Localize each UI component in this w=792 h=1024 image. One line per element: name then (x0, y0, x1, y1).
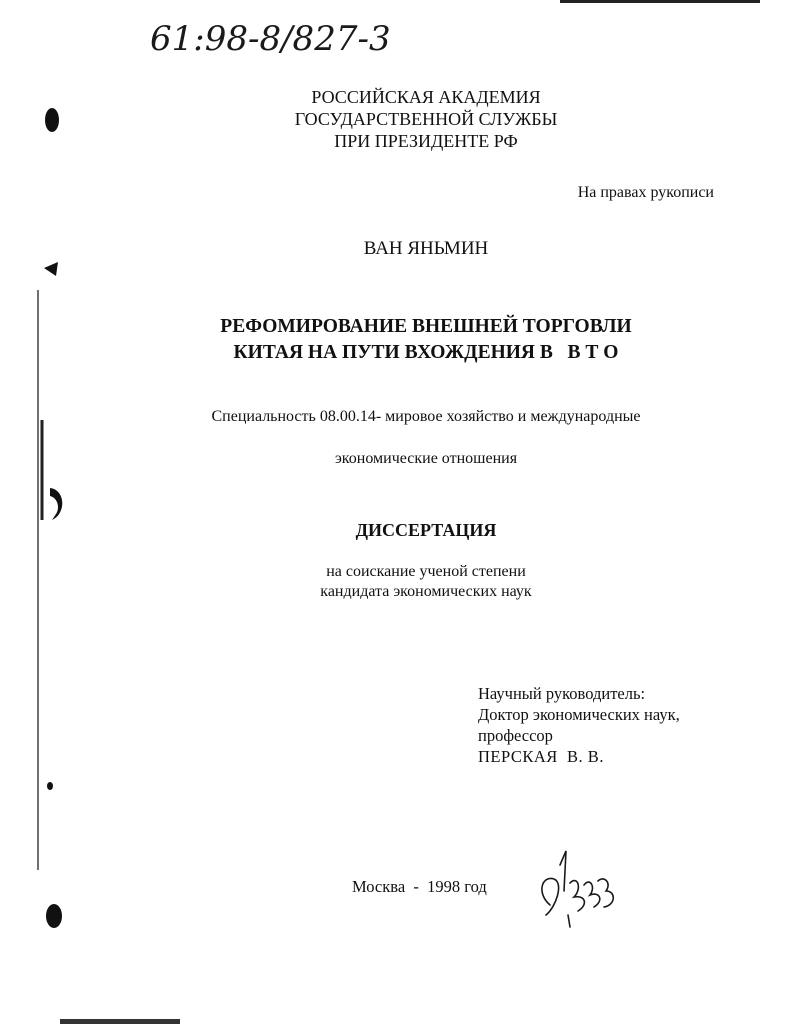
degree-line-2: кандидата экономических наук (320, 583, 532, 600)
title-line-1: РЕФОМИРОВАНИЕ ВНЕШНЕЙ ТОРГОВЛИ (220, 316, 632, 337)
institution-line-1: РОССИЙСКАЯ АКАДЕМИЯ (311, 87, 541, 107)
rights-note: На правах рукописи (577, 184, 714, 201)
punch-hole-top (45, 108, 59, 132)
institution-line-2: ГОСУДАРСТВЕННОЙ СЛУЖБЫ (294, 109, 558, 129)
document-type: ДИССЕРТАЦИЯ (355, 520, 497, 540)
supervisor-degree: Доктор экономических наук, (478, 705, 680, 724)
margin-mark-arrow (44, 262, 58, 276)
dissertation-title (130, 314, 722, 366)
degree-sought (200, 562, 652, 602)
supervisor-label: Научный руководитель: (478, 684, 646, 703)
signature-scribble (530, 845, 620, 930)
specialty-line-1: Специальность 08.00.14- мировое хозяйство и международные (211, 408, 641, 425)
punch-hole-bottom (46, 904, 62, 928)
scan-bottom-edge (60, 1019, 180, 1024)
city-year: Москва - 1998 год (352, 877, 487, 896)
supervisor-block (478, 683, 680, 767)
scan-top-edge (560, 0, 760, 3)
scan-margin-marks (0, 0, 120, 1024)
degree-line-1: на соискание ученой степени (326, 563, 526, 580)
institution-header (230, 86, 622, 152)
title-line-2: КИТАЯ НА ПУТИ ВХОЖДЕНИЯ В В Т О (233, 342, 619, 363)
svg-text:61:98-8/827-3: 61:98-8/827-3 (150, 19, 391, 59)
specialty-line-2: экономические отношения (334, 450, 518, 467)
institution-line-3: ПРИ ПРЕЗИДЕНТЕ РФ (334, 131, 518, 151)
author-name: ВАН ЯНЬМИН (363, 238, 489, 259)
margin-dot (47, 782, 53, 790)
supervisor-rank: профессор (478, 726, 553, 745)
supervisor-name: ПЕРСКАЯ В. В. (478, 747, 604, 766)
handwritten-archive-code (150, 10, 450, 72)
margin-hook-mark (50, 488, 62, 520)
